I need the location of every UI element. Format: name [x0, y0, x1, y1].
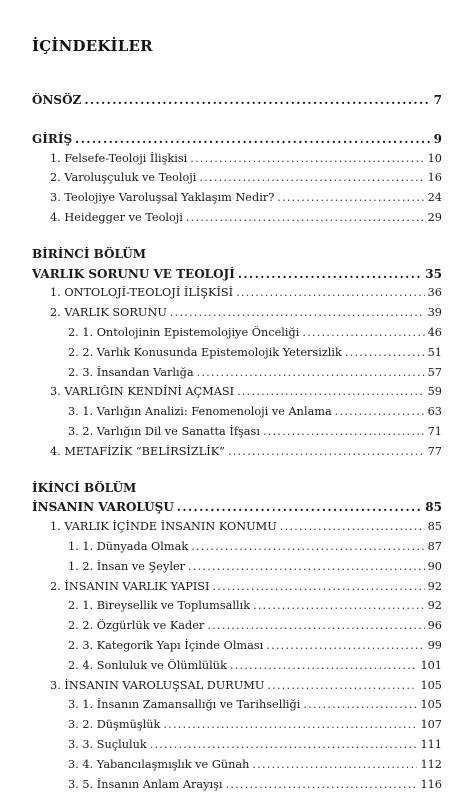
toc-entry-page: 46: [428, 326, 442, 339]
dot-leader: [277, 191, 424, 204]
dot-leader: [335, 405, 425, 418]
toc-entry-page: 51: [428, 346, 442, 359]
toc-entry-page: 29: [428, 211, 442, 224]
toc-entry-title: 3. İNSANIN VAROLUŞSAL DURUMU: [50, 679, 264, 692]
toc-entry-page: 116: [420, 778, 442, 791]
toc-entry[interactable]: [32, 211, 442, 231]
toc-entry[interactable]: [32, 171, 442, 191]
toc-entry-page: 59: [428, 385, 442, 398]
toc-entry-page: 90: [428, 560, 442, 573]
toc-entry-title: 4. METAFİZİK “BELİRSİZLİK”: [50, 445, 225, 458]
toc-entry-title: 2. Varoluşçuluk ve Teoloji: [50, 171, 196, 184]
toc-entry-giris[interactable]: [32, 132, 442, 152]
dot-leader: [266, 639, 424, 652]
toc-entry[interactable]: [32, 580, 442, 600]
dot-leader: [197, 366, 425, 379]
toc-entry-title: 2. 1. Bireysellik ve Toplumsallık: [68, 599, 250, 612]
dot-leader: [177, 500, 423, 514]
toc-entry-page: 7: [434, 93, 442, 107]
toc-entry-title: 2. 3. İnsandan Varlığa: [68, 366, 194, 379]
toc-entry-title: 3. 5. İnsanın Anlam Arayışı: [68, 778, 223, 791]
toc-entry-page: 112: [420, 758, 442, 771]
toc-entry-page: 87: [428, 540, 442, 553]
dot-leader: [170, 306, 425, 319]
toc-entry-page: 63: [428, 405, 442, 418]
toc-entry[interactable]: [32, 326, 442, 346]
toc-entry[interactable]: [32, 425, 442, 445]
toc-entry-title: 2. 1. Ontolojinin Epistemolojiye Önceliği: [68, 326, 299, 339]
dot-leader: [213, 580, 425, 593]
toc-entry[interactable]: [32, 679, 442, 699]
toc-entry[interactable]: [32, 599, 442, 619]
dot-leader: [207, 619, 424, 632]
toc-entry[interactable]: [32, 758, 442, 778]
toc-page: [32, 0, 442, 760]
toc-entry-title: 2. 2. Varlık Konusunda Epistemolojik Yetersizlik: [68, 346, 342, 359]
toc-entry[interactable]: [32, 152, 442, 172]
toc-entry-page: 77: [428, 445, 442, 458]
dot-leader: [150, 738, 418, 751]
toc-entry-title: 4. Heidegger ve Teoloji: [50, 211, 183, 224]
toc-entry[interactable]: [32, 639, 442, 659]
toc-entry[interactable]: [32, 191, 442, 211]
toc-entry-page: 10: [428, 152, 442, 165]
toc-entry-page: 24: [428, 191, 442, 204]
dot-leader: [280, 520, 425, 533]
toc-entry-page: 101: [420, 659, 442, 672]
dot-leader: [75, 132, 431, 146]
section-gap: [32, 231, 442, 247]
toc-entry[interactable]: [32, 540, 442, 560]
dot-leader: [263, 425, 425, 438]
toc-entry-title: 2. 4. Sonluluk ve Ölümlülük: [68, 659, 227, 672]
giris-items: [32, 152, 442, 231]
toc-entry-title: 2. VARLIK SORUNU: [50, 306, 167, 319]
bolum1-items: [32, 286, 442, 464]
toc-entry[interactable]: [32, 738, 442, 758]
toc-entry[interactable]: [32, 346, 442, 366]
toc-entry-page: 92: [428, 599, 442, 612]
section-gap: [32, 113, 442, 132]
dot-leader: [163, 718, 417, 731]
toc-entry-page: 9: [434, 132, 442, 146]
toc-entry-page: 105: [420, 698, 442, 711]
toc-entry[interactable]: [32, 698, 442, 718]
dot-leader: [302, 326, 424, 339]
dot-leader: [186, 211, 425, 224]
toc-entry[interactable]: [32, 619, 442, 639]
toc-entry[interactable]: [32, 560, 442, 580]
dot-leader: [345, 346, 425, 359]
bolum2-items: [32, 520, 442, 797]
toc-entry[interactable]: [32, 445, 442, 465]
toc-entry[interactable]: [32, 659, 442, 679]
toc-entry-title: 2. 2. Özgürlük ve Kader: [68, 619, 204, 632]
dot-leader: [228, 445, 425, 458]
toc-entry-page: 16: [428, 171, 442, 184]
dot-leader: [230, 659, 418, 672]
dot-leader: [237, 385, 425, 398]
toc-entry[interactable]: [32, 520, 442, 540]
toc-entry-title: 3. 1. İnsanın Zamansallığı ve Tarihselliği: [68, 698, 300, 711]
toc-entry-page: 99: [428, 639, 442, 652]
toc-entry-page: 96: [428, 619, 442, 632]
toc-entry-title: 3. 1. Varlığın Analizi: Fenomenoloji ve Anlama: [68, 405, 332, 418]
toc-entry-title: 3. 2. Varlığın Dil ve Sanatta İfşası: [68, 425, 260, 438]
toc-entry[interactable]: [32, 306, 442, 326]
dot-leader: [199, 171, 424, 184]
toc-entry[interactable]: [32, 405, 442, 425]
toc-entry-page: 35: [425, 267, 442, 281]
toc-entry-title: 3. 4. Yabancılaşmışlık ve Günah: [68, 758, 249, 771]
toc-entry[interactable]: [32, 366, 442, 386]
dot-leader: [191, 540, 424, 553]
toc-entry-title: 2. 3. Kategorik Yapı İçinde Olması: [68, 639, 263, 652]
toc-entry-title: 3. VARLIĞIN KENDİNİ AÇMASI: [50, 385, 234, 398]
toc-entry-title: 2. İNSANIN VARLIK YAPISI: [50, 580, 210, 593]
table-of-contents: [32, 93, 442, 797]
toc-entry-title: İNSANIN VAROLUŞU: [32, 500, 174, 514]
toc-entry[interactable]: [32, 385, 442, 405]
toc-entry-page: 107: [420, 718, 442, 731]
page-title: İÇİNDEKİLER: [32, 37, 153, 55]
toc-entry-page: 111: [420, 738, 442, 751]
toc-entry-title: 1. 2. İnsan ve Şeyler: [68, 560, 185, 573]
dot-leader: [84, 93, 430, 107]
toc-entry-title: 3. 2. Düşmüşlük: [68, 718, 160, 731]
dot-leader: [267, 679, 417, 692]
chapter-label-1: BİRİNCİ BÖLÜM: [32, 247, 442, 267]
toc-entry-page: 57: [428, 366, 442, 379]
toc-entry-title: GİRİŞ: [32, 132, 72, 146]
toc-entry-title: 1. Felsefe-Teoloji İlişkisi: [50, 152, 187, 165]
toc-entry-title: 3. Teolojiye Varoluşsal Yaklaşım Nedir?: [50, 191, 274, 204]
toc-entry-title: ÖNSÖZ: [32, 93, 81, 107]
toc-entry-page: 36: [428, 286, 442, 299]
toc-entry-title: 1. ONTOLOJİ-TEOLOJİ İLİŞKİSİ: [50, 286, 233, 299]
toc-entry-bolum2[interactable]: [32, 500, 442, 520]
dot-leader: [303, 698, 417, 711]
dot-leader: [253, 599, 425, 612]
toc-entry-page: 85: [428, 520, 442, 533]
toc-entry-page: 71: [428, 425, 442, 438]
toc-entry-page: 85: [425, 500, 442, 514]
toc-entry-title: VARLIK SORUNU VE TEOLOJİ: [32, 267, 235, 281]
toc-entry[interactable]: [32, 286, 442, 306]
toc-entry-title: 3. 3. Suçluluk: [68, 738, 147, 751]
toc-entry-title: 1. VARLIK İÇİNDE İNSANIN KONUMU: [50, 520, 277, 533]
toc-entry[interactable]: [32, 778, 442, 797]
chapter-label-2: İKİNCİ BÖLÜM: [32, 481, 442, 501]
dot-leader: [226, 778, 418, 791]
toc-entry[interactable]: [32, 718, 442, 738]
section-gap: [32, 465, 442, 481]
toc-entry-title: 1. 1. Dünyada Olmak: [68, 540, 188, 553]
dot-leader: [236, 286, 424, 299]
toc-entry-page: 92: [428, 580, 442, 593]
dot-leader: [188, 560, 425, 573]
toc-entry-page: 39: [428, 306, 442, 319]
toc-entry-bolum1[interactable]: [32, 267, 442, 287]
toc-entry-page: 105: [420, 679, 442, 692]
dot-leader: [190, 152, 424, 165]
dot-leader: [238, 267, 422, 281]
toc-entry-onsoz[interactable]: [32, 93, 442, 113]
